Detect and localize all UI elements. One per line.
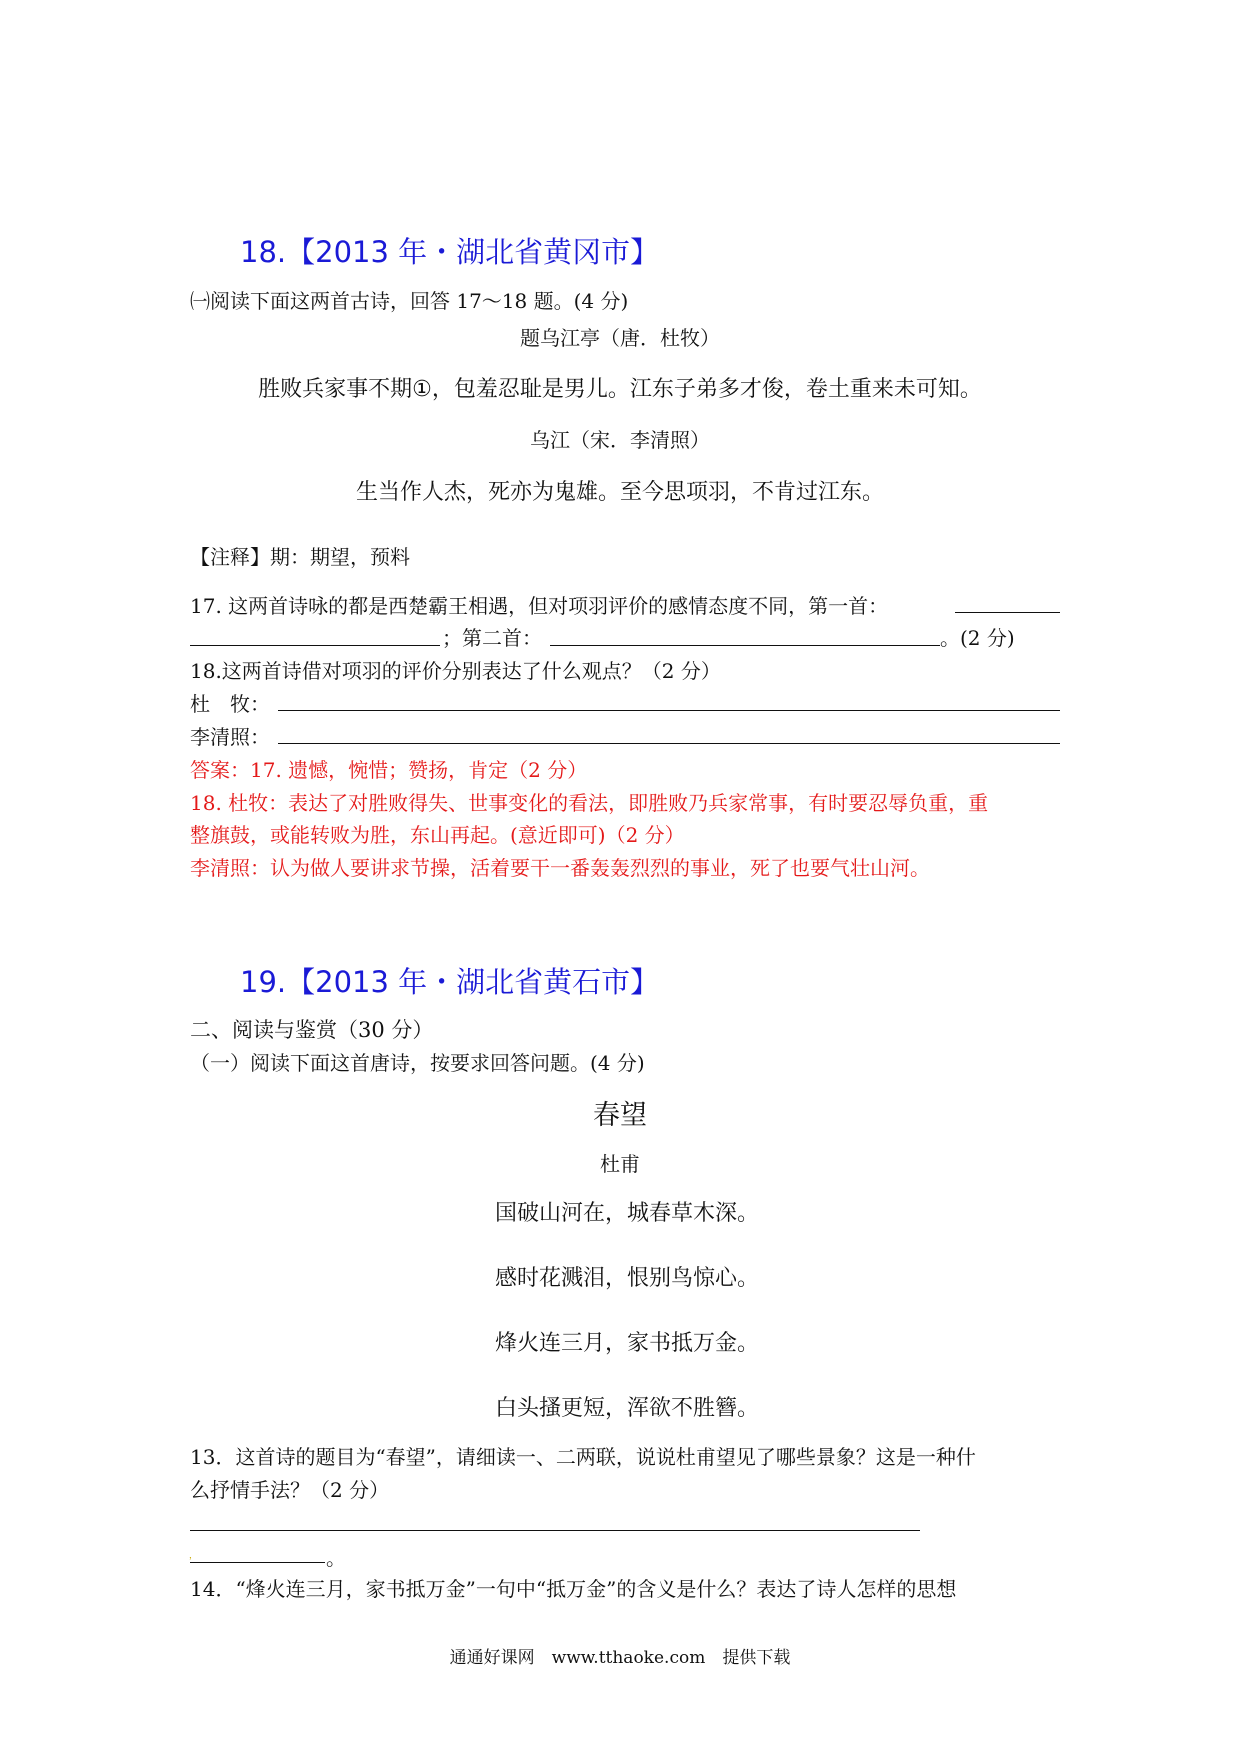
q18-question: 18.这两首诗借对项羽的评价分别表达了什么观点？（2 分） — [190, 659, 721, 683]
q17-line2-mid: ；第二首： — [442, 626, 542, 650]
answer-text: 李清照：认为做人要讲求节操，活着要干一番轰轰烈烈的事业，死了也要气壮山河。 — [190, 856, 930, 880]
answer-blank[interactable] — [190, 1562, 325, 1563]
dumu-label: 杜 牧： — [190, 692, 270, 716]
annotation-note: 【注释】期：期望，预料 — [190, 545, 410, 569]
poem2-text: 生当作人杰，死亦为鬼雄。至今思项羽，不肯过江东。 — [355, 480, 884, 505]
section-title: 二、阅读与鉴赏（30 分） — [190, 1018, 434, 1042]
poem-author: 杜甫 — [600, 1152, 640, 1176]
answer-blank[interactable] — [190, 1530, 920, 1531]
poem1-text: 胜败兵家事不期①，包羞忍耻是男儿。江东子弟多才俊，卷土重来未可知。 — [258, 377, 982, 402]
blank-mark: ， — [189, 1551, 199, 1561]
q13-end: 。 — [326, 1546, 346, 1570]
poem1-title: 题乌江亭（唐．杜牧） — [520, 326, 720, 350]
q14-line1: 14．“烽火连三月，家书抵万金”一句中“抵万金”的含义是什么？表达了诗人怎样的思想 — [190, 1577, 957, 1601]
q13-line1: 13．这首诗的题目为“春望”，请细读一、二两联，说说杜甫望见了哪些景象？这是一种什 — [190, 1445, 976, 1469]
q18-heading: 18.【2013 年・湖北省黄冈市】 — [240, 235, 660, 269]
q19-sub-intro: （一）阅读下面这首唐诗，按要求回答问题。(4 分) — [190, 1051, 645, 1075]
answer-blank[interactable] — [278, 743, 1060, 744]
poem-line: 白头搔更短，浑欲不胜簪。 — [495, 1396, 760, 1421]
answer-blank[interactable] — [955, 612, 1060, 613]
answer-blank[interactable] — [278, 710, 1060, 711]
poem-line: 感时花溅泪，恨别鸟惊心。 — [495, 1266, 760, 1291]
answer-text: 答案：17. 遗憾，惋惜；赞扬，肯定（2 分） — [190, 758, 588, 782]
answer-blank[interactable] — [190, 645, 440, 646]
poem2-title: 乌江（宋．李清照） — [530, 428, 710, 452]
poem-line: 国破山河在，城春草木深。 — [495, 1201, 760, 1226]
poem-line: 烽火连三月，家书抵万金。 — [495, 1331, 760, 1356]
q13-line2: 么抒情手法？（2 分） — [190, 1478, 390, 1502]
answer-blank[interactable] — [550, 645, 940, 646]
answer-text: 整旗鼓，或能转败为胜，东山再起。(意近即可)（2 分） — [190, 823, 685, 847]
q17-line1: 17. 这两首诗咏的都是西楚霸王相遇，但对项羽评价的感情态度不同，第一首： — [190, 594, 889, 618]
q19-heading: 19.【2013 年・湖北省黄石市】 — [240, 965, 660, 999]
page-footer: 通通好课网 www.tthaoke.com 提供下载 — [449, 1648, 791, 1668]
q17-line2-end: 。(2 分) — [940, 626, 1015, 650]
q18-intro: ㈠阅读下面这两首古诗，回答 17～18 题。(4 分) — [190, 289, 629, 313]
liqingzhao-label: 李清照： — [190, 725, 270, 749]
answer-text: 18. 杜牧：表达了对胜败得失、世事变化的看法，即胜败乃兵家常事，有时要忍辱负重，重 — [190, 791, 989, 815]
poem-title: 春望 — [593, 1100, 647, 1131]
